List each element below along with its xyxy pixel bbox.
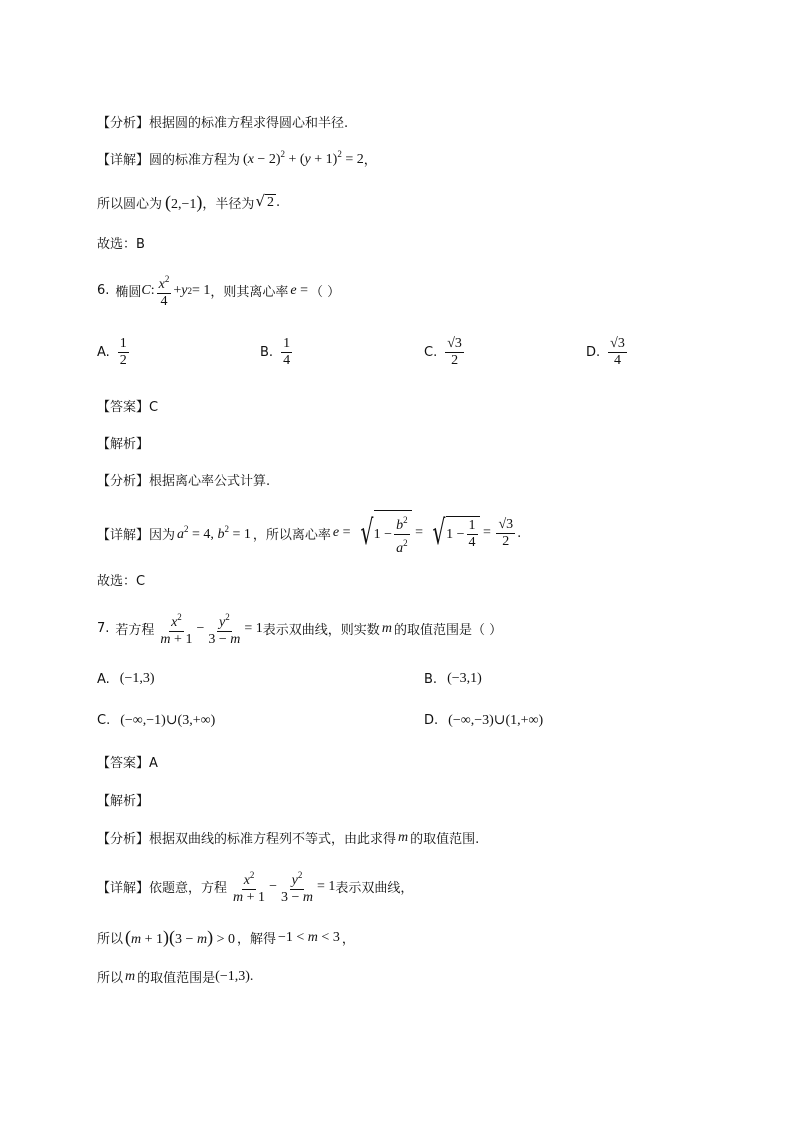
- center-value: (2,−1): [165, 192, 203, 212]
- detail-after: 表示双曲线，: [335, 881, 414, 896]
- radius-end: .: [276, 195, 281, 210]
- option-value: (−∞,−3)∪(1,+∞): [448, 713, 544, 728]
- option-num: √3: [447, 336, 462, 351]
- conclusion-value: (−1,3).: [215, 968, 254, 984]
- q6-detail: [97, 510, 521, 556]
- q6-option-a: [97, 337, 131, 368]
- option-label: B.: [424, 671, 438, 687]
- q6-jiexi: [97, 433, 149, 452]
- detail-tail: ，: [363, 153, 377, 168]
- q7-option-c: [97, 712, 215, 729]
- q7-answer: [97, 752, 158, 771]
- analysis-tag: 【分析】: [97, 832, 150, 847]
- q5-analysis: [97, 112, 348, 131]
- option-label: B.: [260, 345, 274, 360]
- option-num: 1: [283, 336, 291, 351]
- question-6: [97, 272, 340, 309]
- q7-option-b: [424, 671, 482, 687]
- option-label: D.: [424, 713, 439, 728]
- circle-equation: $(x - 2)^2 + (y + 1)^2 = 2$: [243, 149, 364, 167]
- option-den: 4: [614, 353, 621, 368]
- hyperbola-equation: $\frac{x^2}{m + 1}$ − $\frac{y^2}{3 - m}$ = 1: [233, 870, 336, 905]
- detail-tag: 【详解】: [97, 153, 150, 168]
- variable-m: m: [125, 968, 136, 984]
- answer-text: 【答案】A: [97, 756, 158, 771]
- radius-value: √ 2: [255, 192, 274, 210]
- question-number: 7.: [97, 621, 110, 636]
- option-num: √3: [610, 336, 625, 351]
- question-lead: 椭圆: [115, 285, 142, 300]
- question-tail: （ ）: [310, 285, 341, 300]
- detail-text: 圆的标准方程为: [149, 153, 241, 168]
- question-after: ，则其离心率: [210, 285, 289, 300]
- question-7: [97, 610, 502, 647]
- jiexi-text: 【解析】: [97, 437, 150, 452]
- radius-text: ，半径为: [202, 197, 255, 212]
- inequality: (m + 1)(3 − m) > 0: [125, 927, 235, 947]
- detail-tag: 【详解】: [97, 527, 150, 543]
- option-den: 2: [451, 353, 459, 368]
- q7-analysis: [97, 828, 479, 847]
- option-den: 2: [119, 353, 127, 368]
- q7-option-a: [97, 671, 155, 687]
- q6-option-c: [424, 337, 466, 368]
- eccentricity-formula: e = √ 1 − $\frac{b^2}{a^2}$ = √ 1 − $\frac{1}{4}$ = $\frac{√3}{2}$: [333, 510, 517, 556]
- inequality-tail: ，: [341, 932, 355, 947]
- conclusion-lead: 所以: [97, 971, 124, 986]
- eccentricity-symbol: e =: [290, 282, 309, 298]
- option-den: 4: [283, 353, 291, 368]
- question-lead: 若方程: [115, 623, 155, 638]
- answer-text: 【答案】C: [97, 400, 159, 415]
- q6-answer: [97, 396, 158, 415]
- conclusion-tail: 的取值范围是: [137, 971, 216, 986]
- question-number: 6.: [97, 283, 110, 298]
- detail-end: .: [517, 525, 522, 541]
- hyperbola-equation: $\frac{x^2}{m + 1}$ − $\frac{y^2}{3 - m}$ = 1: [160, 612, 263, 647]
- detail-mid: ，所以离心率: [252, 527, 331, 543]
- variable-m: m: [381, 620, 392, 636]
- q7-inequality: [97, 927, 355, 948]
- q6-option-b: [260, 337, 294, 368]
- analysis-tail: 的取值范围.: [410, 832, 480, 847]
- inequality-lead: 所以: [97, 932, 124, 947]
- option-label: A.: [97, 345, 110, 360]
- q6-analysis: [97, 470, 270, 489]
- option-value: (−∞,−1)∪(3,+∞): [120, 713, 216, 728]
- jiexi-text: 【解析】: [97, 794, 150, 809]
- inequality-mid: ，解得: [236, 932, 276, 947]
- analysis-tag: 【分析】: [97, 474, 150, 489]
- q5-detail: [97, 149, 377, 168]
- q7-detail: [97, 868, 413, 905]
- option-label: A.: [97, 671, 110, 687]
- q6-choice: [97, 570, 145, 589]
- detail-lead: 因为: [149, 527, 176, 543]
- q5-center-radius: [97, 192, 280, 213]
- analysis-tag: 【分析】: [97, 116, 150, 131]
- detail-lead: 依题意，方程: [149, 881, 228, 896]
- analysis-text: 根据圆的标准方程求得圆心和半径.: [149, 116, 349, 131]
- analysis-text: 根据离心率公式计算.: [149, 474, 271, 489]
- analysis-text: 根据双曲线的标准方程列不等式，由此求得: [149, 832, 397, 847]
- question-after: 表示双曲线，则实数: [262, 623, 380, 638]
- option-num: 1: [119, 336, 127, 351]
- choice-text: 故选：C: [97, 574, 146, 589]
- ellipse-equation: C : $\frac{x^2}{4}$ + y 2 = 1: [141, 274, 211, 309]
- option-label: D.: [586, 345, 601, 360]
- given-values: $a^2 = 4$, $b^2 = 1$: [177, 523, 251, 542]
- detail-tag: 【详解】: [97, 881, 150, 896]
- solution-range: −1 < m < 3: [278, 929, 340, 945]
- q7-jiexi: [97, 790, 149, 809]
- q5-choice: [97, 233, 145, 252]
- q6-option-d: [586, 337, 629, 368]
- option-value: (−3,1): [447, 671, 482, 686]
- choice-text: 故选：B: [97, 237, 145, 252]
- question-tail: 的取值范围是（ ）: [393, 623, 503, 638]
- variable-m: m: [398, 829, 409, 845]
- q7-option-d: [424, 712, 543, 729]
- center-text: 所以圆心为: [97, 197, 163, 212]
- option-label: C.: [97, 713, 111, 728]
- option-value: (−1,3): [119, 671, 155, 686]
- option-label: C.: [424, 345, 438, 360]
- q7-conclusion: [97, 967, 253, 986]
